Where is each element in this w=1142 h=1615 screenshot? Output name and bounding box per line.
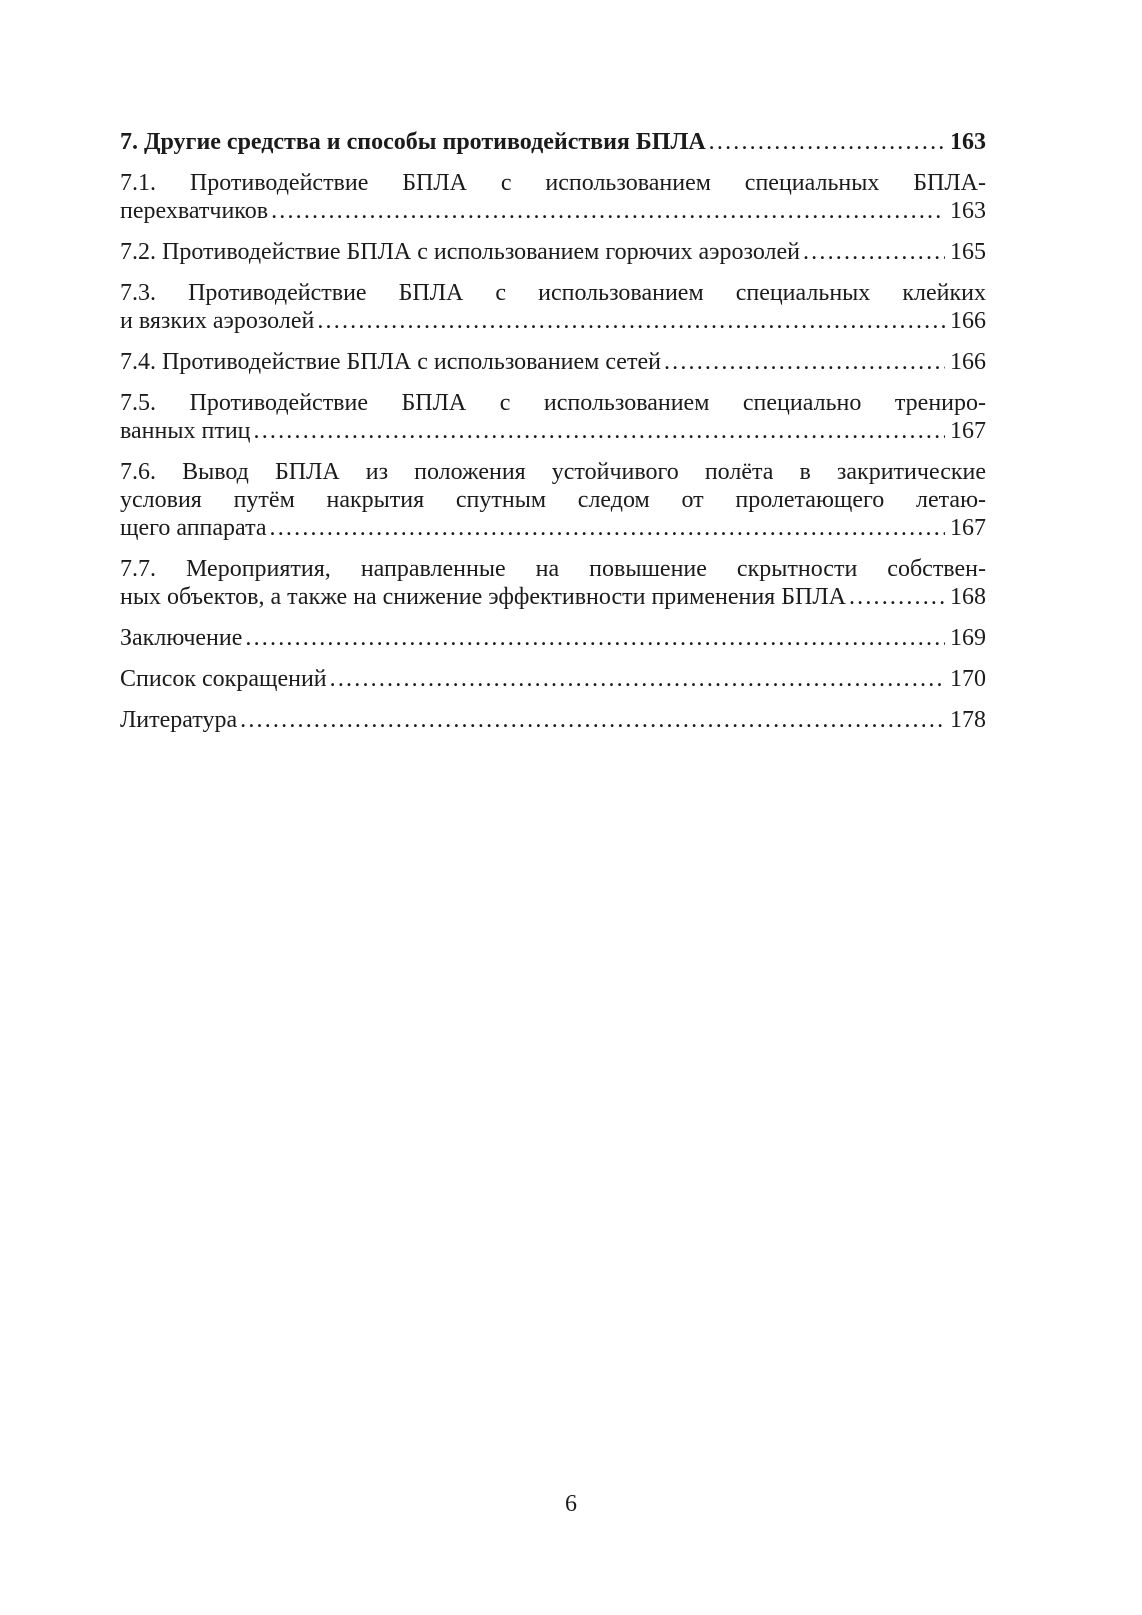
toc-page-ref: 163 (950, 198, 986, 224)
dot-leader (317, 307, 945, 335)
toc-page-ref: 165 (950, 239, 986, 265)
toc-page-ref: 178 (950, 707, 986, 733)
toc-entry-title: 7. Другие средства и способы противодействия БПЛА (120, 129, 706, 155)
toc-line-with-page (120, 583, 986, 611)
toc-entry (120, 458, 986, 542)
toc-entry-title: Список сокращений (120, 666, 327, 692)
toc-page-ref: 169 (950, 625, 986, 651)
dot-leader (803, 238, 945, 266)
toc-page-ref: 166 (950, 308, 986, 334)
toc-line (120, 279, 986, 307)
toc-entry-title: 7.6. Вывод БПЛА из положения устойчивого полёта в закритические (120, 459, 986, 485)
toc-entry (120, 555, 986, 611)
dot-leader (254, 417, 946, 445)
toc-entry-title: перехватчиков (120, 198, 269, 224)
toc-page-ref: 167 (950, 515, 986, 541)
toc-entry-title: щего аппарата (120, 515, 267, 541)
toc-entry (120, 665, 986, 693)
toc-line (120, 458, 986, 486)
toc-entry-title: Литература (120, 707, 238, 733)
toc-line (120, 389, 986, 417)
dot-leader (664, 348, 945, 376)
toc-entry (120, 389, 986, 445)
toc-entry-title: 7.7. Мероприятия, направленные на повышение скрытности собствен- (120, 556, 986, 582)
toc-line-with-page (120, 307, 986, 335)
toc-page-ref: 170 (950, 666, 986, 692)
dot-leader (240, 706, 945, 734)
table-of-contents (120, 128, 986, 747)
toc-entry (120, 128, 986, 156)
toc-page-ref: 166 (950, 349, 986, 375)
toc-entry-title: 7.5. Противодействие БПЛА с использованием специально трениро- (120, 390, 986, 416)
toc-page-ref: 168 (950, 584, 986, 610)
toc-line-with-page (120, 706, 986, 734)
toc-entry-title: 7.3. Противодействие БПЛА с использованием специальных клейких (120, 280, 986, 306)
toc-line-with-page (120, 624, 986, 652)
dot-leader (849, 583, 945, 611)
toc-line (120, 555, 986, 583)
toc-entry (120, 624, 986, 652)
toc-page-ref: 167 (950, 418, 986, 444)
toc-entry (120, 706, 986, 734)
toc-entry-title: ванных птиц (120, 418, 251, 444)
toc-entry-title: 7.4. Противодействие БПЛА с использованием сетей (120, 349, 661, 375)
toc-entry-title: ных объектов, а также на снижение эффективности применения БПЛА (120, 584, 846, 610)
toc-entry-title: 7.2. Противодействие БПЛА с использованием горючих аэрозолей (120, 239, 800, 265)
toc-page-ref: 163 (950, 129, 986, 155)
toc-line-with-page (120, 417, 986, 445)
dot-leader (271, 197, 945, 225)
toc-line-with-page (120, 238, 986, 266)
toc-entry (120, 169, 986, 225)
toc-entry (120, 238, 986, 266)
toc-line-with-page (120, 348, 986, 376)
page-number: 6 (565, 1491, 577, 1517)
toc-entry (120, 348, 986, 376)
toc-line (120, 486, 986, 514)
dot-leader (330, 665, 945, 693)
toc-entry-title: 7.1. Противодействие БПЛА с использованием специальных БПЛА- (120, 170, 986, 196)
toc-line-with-page (120, 197, 986, 225)
toc-line-with-page (120, 665, 986, 693)
toc-entry-title: и вязких аэрозолей (120, 308, 315, 334)
toc-entry-title: условия путём накрытия спутным следом от пролетающего летаю- (120, 487, 986, 513)
toc-line-with-page (120, 128, 986, 156)
toc-entry-title: Заключение (120, 625, 243, 651)
toc-line-with-page (120, 514, 986, 542)
dot-leader (270, 514, 945, 542)
dot-leader (709, 128, 945, 156)
dot-leader (245, 624, 945, 652)
toc-line (120, 169, 986, 197)
toc-entry (120, 279, 986, 335)
